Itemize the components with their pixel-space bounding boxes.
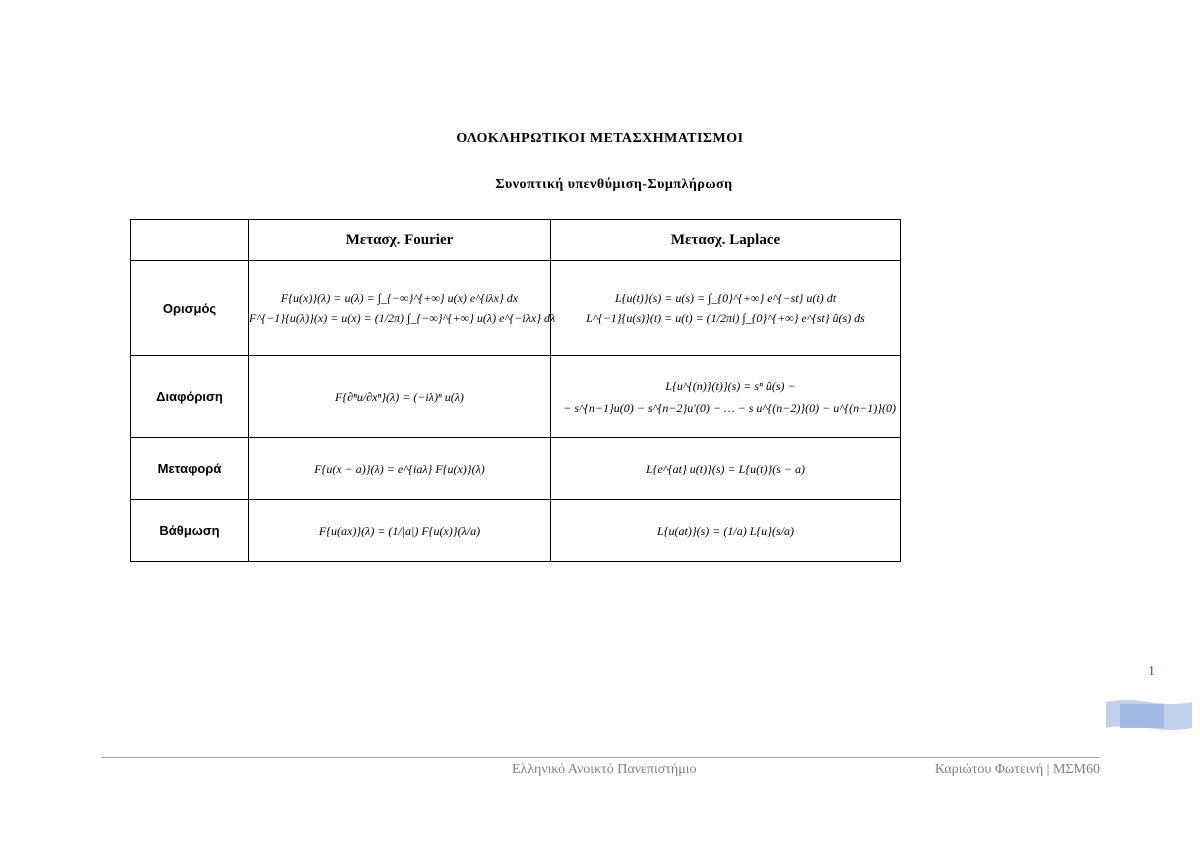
laplace-differentiation-formula-line2: − s^{n−1}u(0) − s^{n−2}u′(0) − … − s u^{(n−2)}(0) − u^{(n−1)}(0) <box>563 401 896 416</box>
table-row-translation <box>131 438 901 500</box>
document-title: ΟΛΟΚΛΗΡΩΤΙΚΟΙ ΜΕΤΑΣΧΗΜΑΤΙΣΜΟΙ <box>456 131 744 146</box>
header-empty <box>131 220 249 261</box>
laplace-inverse-formula: L^{−1}{u(s)}(t) = u(t) = (1/2πi) ∫_{0}^{+∞} e^{st} û(s) ds <box>586 311 865 325</box>
laplace-scaling <box>551 500 901 562</box>
row-label-definition: Ορισμός <box>131 261 249 356</box>
laplace-forward-formula: L{u(t)}(s) = u(s) = ∫_{0}^{+∞} e^{−st} u(t) dt <box>614 290 837 305</box>
document-subtitle: Συνοπτική υπενθύμιση-Συμπλήρωση <box>495 177 733 192</box>
corner-decoration <box>1106 698 1192 732</box>
table-row-scaling <box>131 500 901 562</box>
footer-author-course: Καριώτου Φωτεινή | ΜΣΜ60 <box>934 762 1100 777</box>
fourier-scaling-formula: F{u(ax)}(λ) = (1/|a|) F{u(x)}(λ/a) <box>318 523 481 538</box>
table-header-row <box>131 220 901 261</box>
fourier-translation-formula: F{u(x − a)}(λ) = e^{iaλ} F{u(x)}(λ) <box>314 461 485 476</box>
fourier-scaling <box>249 500 551 562</box>
laplace-differentiation <box>551 356 901 438</box>
laplace-translation <box>551 438 901 500</box>
laplace-definition <box>551 261 901 356</box>
fourier-inverse-formula: F^{−1}{u(λ)}(x) = u(x) = (1/2π) ∫_{−∞}^{+∞} u(λ) e^{−iλx} dλ <box>249 311 556 325</box>
fourier-forward-formula: F{u(x)}(λ) = u(λ) = ∫_{−∞}^{+∞} u(x) e^{iλx} dx <box>280 290 519 305</box>
footer-rule <box>101 757 1100 758</box>
table-row-differentiation <box>131 356 901 438</box>
fourier-differentiation-formula: F{∂ⁿu/∂xⁿ}(λ) = (−iλ)ⁿ u(λ) <box>335 389 464 404</box>
laplace-translation-formula: L{e^{at} u(t)}(s) = L{u(t)}(s − a) <box>645 461 806 476</box>
laplace-scaling-formula: L{u(at)}(s) = (1/a) L{u}(s/a) <box>657 523 794 538</box>
row-label-differentiation: Διαφόριση <box>131 356 249 438</box>
row-label-scaling: Βάθμωση <box>131 500 249 562</box>
footer-institution: Ελληνικό Ανοικτό Πανεπιστήμιο <box>512 762 697 777</box>
header-laplace: Μετασχ. Laplace <box>551 220 901 261</box>
header-fourier: Μετασχ. Fourier <box>249 220 551 261</box>
fourier-differentiation <box>249 356 551 438</box>
fourier-translation <box>249 438 551 500</box>
row-label-translation: Μεταφορά <box>131 438 249 500</box>
fourier-definition <box>249 261 556 356</box>
table-row-definition <box>131 261 901 356</box>
laplace-differentiation-formula-line1: L{u^{(n)}(t)}(s) = sⁿ û(s) − <box>665 379 796 394</box>
transforms-table <box>130 219 901 562</box>
page-number: 1 <box>1148 664 1155 679</box>
